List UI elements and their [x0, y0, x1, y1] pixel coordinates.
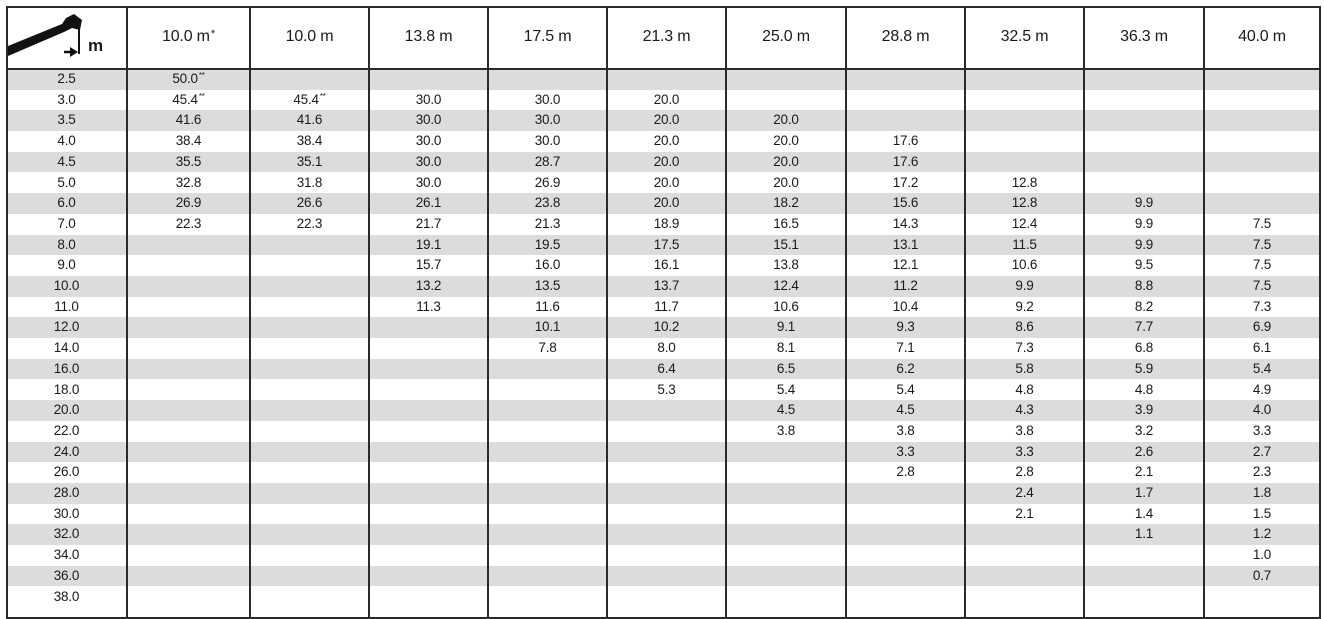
capacity-cell: 1.4: [1134, 505, 1154, 521]
capacity-cell: 4.8: [1134, 381, 1154, 397]
capacity-cell: 8.6: [1015, 319, 1034, 335]
capacity-cell: 20.0: [773, 153, 799, 169]
capacity-cell: 22.3: [296, 215, 323, 231]
row-stripe: [6, 566, 1320, 587]
radius-cell: 20.0: [53, 402, 80, 418]
capacity-cell: 3.3: [896, 443, 915, 459]
capacity-cell: 45.4**: [293, 91, 326, 107]
capacity-cell: 14.3: [892, 215, 919, 231]
column-header: [607, 6, 726, 68]
capacity-cell: 17.6: [892, 153, 919, 169]
capacity-cell: 13.2: [415, 278, 442, 293]
capacity-cell: 6.2: [896, 360, 915, 376]
capacity-cell: 3.8: [1015, 422, 1034, 438]
capacity-cell: 20.0: [653, 133, 680, 149]
capacity-cell: 20.0: [653, 91, 680, 107]
column-rule: [1203, 6, 1205, 617]
capacity-cell: 13.5: [534, 278, 561, 293]
capacity-cell: 11.3: [416, 298, 441, 314]
radius-cell: 38.0: [53, 588, 80, 604]
radius-cell: 26.0: [53, 464, 80, 480]
radius-cell: 34.0: [53, 547, 80, 563]
capacity-cell: 2.3: [1252, 464, 1272, 480]
column-rule: [725, 6, 727, 617]
capacity-cell: 35.1: [296, 153, 323, 169]
capacity-cell: 12.1: [892, 257, 919, 273]
capacity-cell: 31.8: [296, 174, 323, 190]
boom-radius-icon: [6, 6, 127, 68]
capacity-cell: 10.2: [653, 319, 680, 335]
capacity-cell: 4.8: [1015, 381, 1034, 397]
capacity-cell: 11.6: [535, 298, 560, 314]
capacity-cell: 2.8: [1015, 464, 1034, 480]
capacity-cell: 8.8: [1134, 278, 1154, 293]
capacity-cell: 3.3: [1015, 443, 1034, 459]
capacity-cell: 7.5: [1252, 257, 1272, 273]
capacity-cell: 11.2: [893, 278, 918, 293]
capacity-cell: 50.0**: [172, 71, 205, 86]
capacity-cell: 2.8: [896, 464, 915, 480]
column-rule: [845, 6, 847, 617]
capacity-cell: 1.7: [1134, 485, 1154, 500]
capacity-cell: 5.3: [657, 381, 676, 397]
capacity-cell: 8.0: [657, 340, 676, 356]
capacity-cell: 2.4: [1015, 485, 1034, 500]
capacity-cell: 17.2: [892, 174, 919, 190]
capacity-cell: 20.0: [773, 112, 799, 128]
capacity-cell: 30.0: [534, 91, 561, 107]
column-rule: [249, 6, 251, 617]
capacity-cell: 5.4: [896, 381, 915, 397]
capacity-cell: 35.5: [175, 153, 202, 169]
column-header-label: 40.0 m: [1238, 28, 1286, 45]
capacity-cell: 30.0: [415, 174, 442, 190]
column-header-label: 10.0 m: [162, 28, 210, 45]
capacity-cell: 10.6: [1011, 257, 1038, 273]
capacity-cell: 23.8: [534, 195, 561, 211]
column-header-label: 36.3 m: [1120, 28, 1168, 45]
column-rule: [126, 6, 128, 617]
capacity-cell: 8.1: [776, 340, 796, 356]
capacity-cell: 7.3: [1015, 340, 1034, 356]
column-header: [369, 6, 488, 68]
row-rule: [6, 6, 1321, 8]
capacity-cell: 7.3: [1252, 298, 1272, 314]
capacity-cell: 3.3: [1252, 422, 1272, 438]
capacity-cell: 41.6: [296, 112, 323, 128]
capacity-cell: 32.8: [175, 174, 202, 190]
column-header: [488, 6, 607, 68]
capacity-cell: 21.3: [534, 215, 561, 231]
column-header-label: 13.8 m: [404, 28, 453, 45]
capacity-cell: 18.2: [773, 195, 799, 211]
capacity-cell: 20.0: [653, 112, 680, 128]
radius-cell: 3.5: [57, 112, 76, 128]
capacity-cell: 7.5: [1252, 236, 1272, 252]
capacity-cell: 1.0: [1252, 547, 1272, 563]
corner-unit-label: m: [88, 36, 104, 55]
radius-cell: 4.5: [57, 153, 76, 169]
capacity-cell: 30.0: [415, 153, 442, 169]
column-header-label: 25.0 m: [762, 28, 810, 45]
capacity-cell: 4.5: [896, 402, 915, 418]
capacity-cell: 20.0: [653, 195, 680, 211]
capacity-cell: 9.9: [1134, 195, 1154, 211]
capacity-cell: 7.5: [1252, 278, 1272, 293]
radius-cell: 24.0: [53, 443, 80, 459]
capacity-cell: 5.4: [776, 381, 796, 397]
capacity-cell: 21.7: [415, 215, 442, 231]
capacity-cell: 18.9: [653, 215, 680, 231]
capacity-cell: 4.5: [776, 402, 796, 418]
capacity-cell: 10.1: [534, 319, 561, 335]
radius-cell: 6.0: [57, 195, 76, 211]
radius-cell: 4.0: [57, 133, 76, 149]
capacity-cell: 20.0: [653, 153, 680, 169]
capacity-cell: 12.4: [773, 278, 799, 293]
radius-cell: 12.0: [53, 319, 80, 335]
capacity-cell: 16.0: [534, 257, 561, 273]
capacity-cell: 38.4: [175, 133, 202, 149]
capacity-cell: 26.1: [415, 195, 442, 211]
radius-cell: 9.0: [57, 257, 76, 273]
capacity-cell: 1.5: [1252, 505, 1272, 521]
capacity-cell: 13.7: [653, 278, 680, 293]
capacity-cell: 1.1: [1134, 526, 1154, 542]
capacity-cell: 7.7: [1134, 319, 1154, 335]
column-header-footnote-mark: *: [210, 28, 215, 40]
capacity-cell: 9.1: [776, 319, 796, 335]
row-rule: [6, 68, 1321, 70]
capacity-cell: 26.9: [534, 174, 561, 190]
capacity-cell: 19.1: [415, 236, 442, 252]
column-rule: [6, 6, 8, 617]
capacity-cell: 45.4**: [172, 91, 205, 107]
capacity-cell: 1.2: [1252, 526, 1272, 542]
radius-cell: 30.0: [53, 505, 80, 521]
capacity-cell: 13.1: [892, 236, 919, 252]
capacity-cell: 8.2: [1134, 298, 1154, 314]
radius-cell: 28.0: [53, 485, 80, 500]
capacity-cell: 2.6: [1134, 443, 1154, 459]
capacity-cell: 12.4: [1011, 215, 1038, 231]
capacity-cell: 4.3: [1015, 402, 1034, 418]
column-header-label: 17.5 m: [523, 28, 572, 45]
radius-cell: 14.0: [53, 340, 80, 356]
capacity-cell: 20.0: [773, 174, 799, 190]
capacity-cell: 15.7: [415, 257, 442, 273]
radius-cell: 8.0: [57, 236, 76, 252]
capacity-cell: 3.8: [896, 422, 915, 438]
capacity-cell: 7.5: [1252, 215, 1272, 231]
capacity-cell: 20.0: [773, 133, 799, 149]
capacity-cell: 28.7: [534, 153, 561, 169]
capacity-cell: 6.9: [1252, 319, 1272, 335]
capacity-cell: 12.8: [1011, 174, 1038, 190]
radius-cell: 32.0: [53, 526, 80, 542]
row-rule: [6, 617, 1321, 619]
column-rule: [964, 6, 966, 617]
column-rule: [368, 6, 370, 617]
radius-cell: 7.0: [57, 215, 76, 231]
column-header-label: 10.0 m: [285, 28, 334, 45]
capacity-cell: 15.1: [773, 236, 799, 252]
radius-cell: 22.0: [53, 422, 80, 438]
column-header: [250, 6, 369, 68]
capacity-cell: 5.8: [1015, 360, 1034, 376]
capacity-cell: 20.0: [653, 174, 680, 190]
capacity-cell: 9.5: [1134, 257, 1154, 273]
capacity-cell: 30.0: [534, 112, 561, 128]
capacity-cell: 1.8: [1252, 485, 1272, 500]
column-header: [127, 6, 250, 68]
capacity-cell: 26.6: [296, 195, 323, 211]
column-header: [726, 6, 846, 68]
capacity-cell: 30.0: [534, 133, 561, 149]
corner-cell: [6, 6, 127, 68]
capacity-cell: 15.6: [892, 195, 919, 211]
capacity-cell: 3.9: [1134, 402, 1154, 418]
radius-cell: 11.0: [54, 298, 79, 314]
capacity-cell: 7.1: [896, 340, 915, 356]
column-rule: [1083, 6, 1085, 617]
capacity-cell: 6.1: [1252, 340, 1272, 356]
column-rule: [1319, 6, 1321, 617]
capacity-cell: 17.6: [892, 133, 919, 149]
radius-cell: 16.0: [53, 360, 80, 376]
capacity-cell: 11.7: [654, 298, 679, 314]
capacity-cell: 10.6: [773, 298, 799, 314]
radius-cell: 18.0: [53, 381, 80, 397]
capacity-cell: 12.8: [1011, 195, 1038, 211]
capacity-cell: 41.6: [175, 112, 202, 128]
capacity-cell: 26.9: [175, 195, 202, 211]
column-header-label: 32.5 m: [1000, 28, 1049, 45]
column-header: [846, 6, 965, 68]
radius-cell: 10.0: [53, 278, 80, 293]
column-header: [1084, 6, 1204, 68]
capacity-cell: 6.5: [776, 360, 796, 376]
capacity-cell: 5.9: [1134, 360, 1154, 376]
column-header: [965, 6, 1084, 68]
capacity-cell: 9.3: [896, 319, 915, 335]
capacity-cell: 16.5: [773, 215, 799, 231]
radius-cell: 3.0: [57, 91, 76, 107]
capacity-cell: 13.8: [773, 257, 799, 273]
column-header-label: 21.3 m: [642, 28, 691, 45]
capacity-cell: 22.3: [175, 215, 202, 231]
radius-cell: 5.0: [57, 174, 76, 190]
capacity-cell: 2.7: [1252, 443, 1272, 459]
capacity-cell: 9.9: [1134, 215, 1154, 231]
capacity-cell: 16.1: [653, 257, 680, 273]
capacity-cell: 2.1: [1015, 505, 1034, 521]
capacity-cell: 9.2: [1015, 298, 1034, 314]
capacity-cell: 5.4: [1252, 360, 1272, 376]
capacity-cell: 17.5: [653, 236, 680, 252]
radius-cell: 2.5: [57, 71, 76, 86]
column-rule: [606, 6, 608, 617]
capacity-cell: 19.5: [534, 236, 561, 252]
capacity-cell: 38.4: [296, 133, 323, 149]
capacity-cell: 11.5: [1012, 236, 1037, 252]
capacity-cell: 3.2: [1134, 422, 1154, 438]
capacity-cell: 10.4: [892, 298, 919, 314]
capacity-cell: 30.0: [415, 91, 442, 107]
capacity-cell: 3.8: [776, 422, 796, 438]
capacity-cell: 9.9: [1015, 278, 1034, 293]
capacity-cell: 30.0: [415, 133, 442, 149]
column-header: [1204, 6, 1320, 68]
column-rule: [487, 6, 489, 617]
capacity-cell: 4.0: [1252, 402, 1272, 418]
capacity-cell: 30.0: [415, 112, 442, 128]
capacity-cell: 6.8: [1134, 340, 1154, 356]
capacity-cell: 0.7: [1252, 567, 1272, 583]
radius-cell: 36.0: [53, 567, 80, 583]
capacity-cell: 7.8: [538, 340, 557, 356]
capacity-cell: 9.9: [1134, 236, 1154, 252]
capacity-cell: 6.4: [657, 360, 676, 376]
capacity-cell: 2.1: [1134, 464, 1154, 480]
capacity-cell: 4.9: [1252, 381, 1272, 397]
column-header-label: 28.8 m: [881, 28, 930, 45]
